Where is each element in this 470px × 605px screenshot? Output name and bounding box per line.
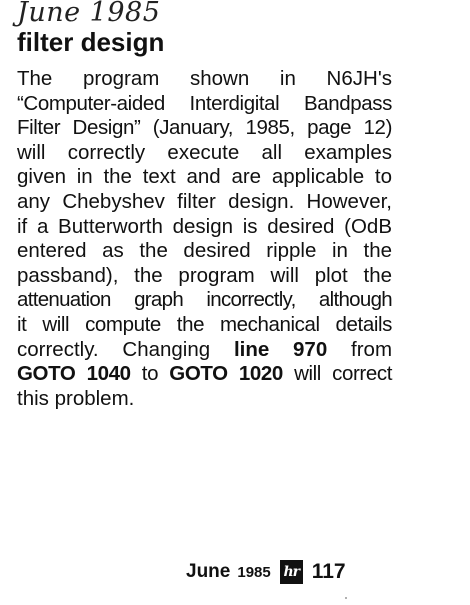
body-line: given in the text and are applicable to bbox=[17, 165, 392, 189]
code-reference-old: GOTO 1040 bbox=[17, 362, 131, 386]
section-title: filter design bbox=[17, 27, 165, 57]
body-line: Filter Design” (January, 1985, page 12) bbox=[17, 116, 392, 140]
code-reference-line-number: line 970 bbox=[233, 337, 328, 361]
footer-month: June bbox=[186, 561, 231, 582]
page-number: 117 bbox=[311, 560, 346, 583]
body-text-run: correctly. Changing bbox=[17, 337, 211, 361]
footer-year: 1985 bbox=[237, 563, 271, 581]
body-line: “Computer-aided Interdigital Bandpass bbox=[17, 91, 392, 115]
body-line: The program shown in N6JH's bbox=[17, 67, 392, 90]
body-line: any Chebyshev filter design. However, bbox=[17, 189, 392, 213]
body-text-run: will correct bbox=[294, 362, 393, 386]
body-line: this problem. bbox=[17, 386, 135, 410]
body-line: will correctly execute all examples bbox=[17, 140, 392, 164]
code-reference-new: GOTO 1020 bbox=[169, 362, 283, 386]
body-line: it will compute the mechanical details bbox=[17, 312, 392, 336]
body-line: entered as the desired ripple in the bbox=[17, 239, 392, 263]
body-line: attenuation graph incorrectly, although bbox=[17, 288, 392, 312]
body-line bbox=[17, 362, 392, 387]
body-text-run: to bbox=[141, 362, 159, 386]
article-body bbox=[17, 67, 392, 411]
scan-speck bbox=[345, 597, 347, 599]
page-footer bbox=[186, 560, 346, 584]
body-line: if a Butterworth design is desired (OdB bbox=[17, 214, 392, 238]
magazine-logo-icon: hr bbox=[280, 560, 303, 584]
body-line: passband), the program will plot the bbox=[17, 263, 392, 287]
body-line bbox=[17, 338, 392, 363]
body-text-run: from bbox=[351, 337, 393, 361]
handwritten-date-annotation: June 1985 bbox=[17, 0, 161, 28]
